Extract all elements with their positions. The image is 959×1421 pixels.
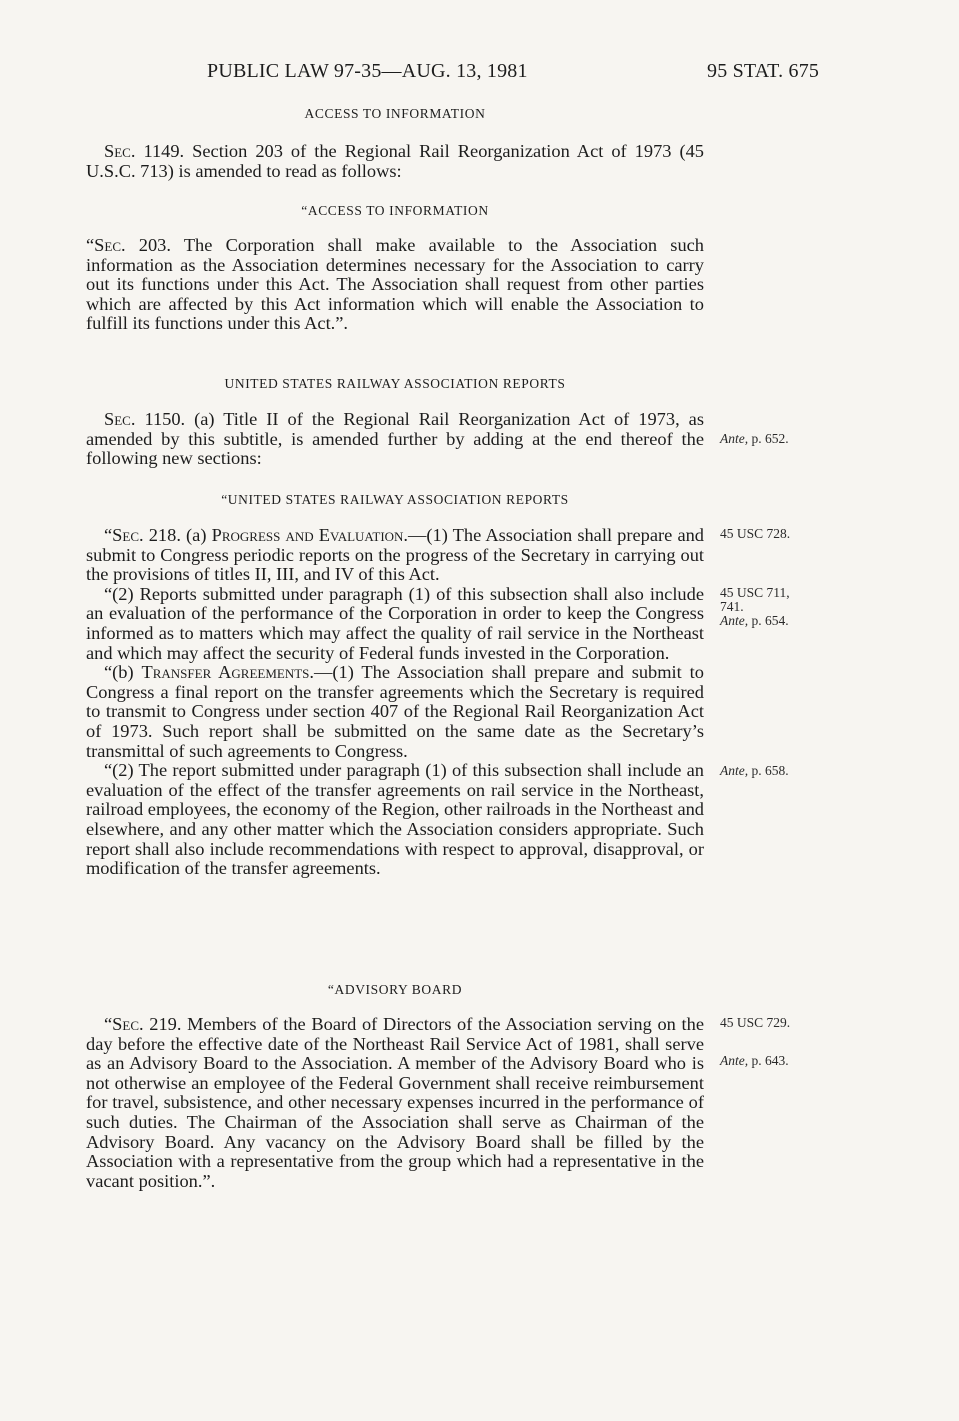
running-header-title: PUBLIC LAW 97-35—AUG. 13, 1981 [207, 60, 528, 82]
heading-advisory-board: “ADVISORY BOARD [327, 982, 463, 997]
section-label: “Sec. [86, 235, 126, 255]
caption-progress-and-evaluation: Progress and Evaluation [211, 525, 404, 545]
section-label: Sec. [104, 141, 136, 161]
section-218 [86, 526, 704, 879]
section-number: 218. (a) [143, 525, 212, 545]
section-1149 [86, 142, 704, 181]
margin-note-ante-643 [720, 1054, 789, 1068]
section-219 [86, 1015, 704, 1191]
margin-note-45-usc-729: 45 USC 729. [720, 1015, 791, 1030]
section-text: .—(1) The Association shall prepare and submit to Congress periodic reports on the progress of the Secretary in carrying out the provisions of titles II, III, and IV of this Act. [86, 525, 704, 585]
caption-transfer-agreements: Transfer Agreements [141, 662, 310, 683]
heading-access-to-information: ACCESS TO INFORMATION [304, 106, 486, 121]
heading-access-to-information-quoted: “ACCESS TO INFORMATION [301, 203, 489, 218]
section-label: Sec. [104, 409, 136, 429]
running-header-page-number: 95 STAT. 675 [707, 60, 820, 82]
heading-usra-reports-quoted: “UNITED STATES RAILWAY ASSOCIATION REPORTS [221, 492, 569, 507]
margin-note-page: p. 643. [748, 1053, 789, 1068]
margin-note-line: 741. [720, 599, 744, 614]
heading-usra-reports: UNITED STATES RAILWAY ASSOCIATION REPORTS [224, 376, 566, 391]
subsection-label: “(b) [104, 662, 142, 683]
section-text: 203. The Corporation shall make available to the Association such information as the Association determines necessary for the Association to carry out its functions under this Act. The Association shall request from other parties which are affected by this Act information which will enable the Association to fulfill its functions under this Act.”. [86, 235, 704, 334]
margin-note-ante: Ante, [720, 1053, 749, 1068]
section-1150 [86, 410, 704, 469]
section-203 [86, 236, 704, 334]
margin-note-45-usc-711 [720, 586, 790, 628]
section-label: “Sec. [104, 1014, 144, 1034]
margin-note-line: 45 USC 711, [720, 585, 790, 600]
margin-note-page: p. 654. [748, 613, 789, 628]
section-text: .—(1) The Association shall prepare and submit to Congress a final report on the transfer agreements which the Secretary is required to transmit to Congress under section 407 of the Regional Rail Reorganization Act of 1973. Such report shall be submitted on the same date as the Secretary’s transmittal of such agreements to Congress. [86, 662, 704, 761]
margin-note-page: p. 658. [748, 763, 789, 778]
margin-note-ante-658 [720, 764, 789, 778]
section-label: “Sec. [104, 525, 144, 545]
paragraph-218-b-2: “(2) The report submitted under paragraph (1) of this subsection shall include an evaluation of the effect of the transfer agreements on rail service in the Northeast, railroad employees, the economy of the Region, other railroads in the Northeast and elsewhere, and any other matter which the Association considers appropriate. Such report shall also include recommendations with respect to approval, disapproval, or modification of the transfer agreements. [86, 760, 704, 879]
margin-note-ante: Ante, [720, 431, 749, 446]
section-text: 219. Members of the Board of Directors of the Association serving on the day before the effective date of the Northeast Rail Service Act of 1981, shall serve as an Advisory Board to the Association. A member of the Advisory Board who is not otherwise an employee of the Federal Government shall receive reimbursement for travel, subsistence, and other necessary expenses incurred in the performance of such duties. The Chairman of the Association shall serve as Chairman of the Advisory Board. Any vacancy on the Advisory Board shall be filled by the Association with a representative from the group which had a representative in the vacant position.”. [86, 1014, 704, 1191]
section-text: 1149. Section 203 of the Regional Rail Reorganization Act of 1973 (45 U.S.C. 713) is amended to read as follows: [86, 141, 704, 181]
margin-note-ante: Ante, [720, 613, 749, 628]
margin-note-page: p. 652. [748, 431, 789, 446]
paragraph-218-a-2: “(2) Reports submitted under paragraph (1) of this subsection shall also include an evaluation of the performance of the Corporation in order to keep the Congress informed as to matters which may affect the quality of rail service in the Northeast and which may affect the security of Federal funds invested in the Corporation. [86, 583, 704, 663]
margin-note-ante-652 [720, 432, 789, 446]
section-text: 1150. (a) Title II of the Regional Rail Reorganization Act of 1973, as amended by this subtitle, is amended further by adding at the end thereof the following new sections: [86, 409, 704, 469]
margin-note-45-usc-728: 45 USC 728. [720, 526, 791, 541]
margin-note-ante: Ante, [720, 763, 749, 778]
